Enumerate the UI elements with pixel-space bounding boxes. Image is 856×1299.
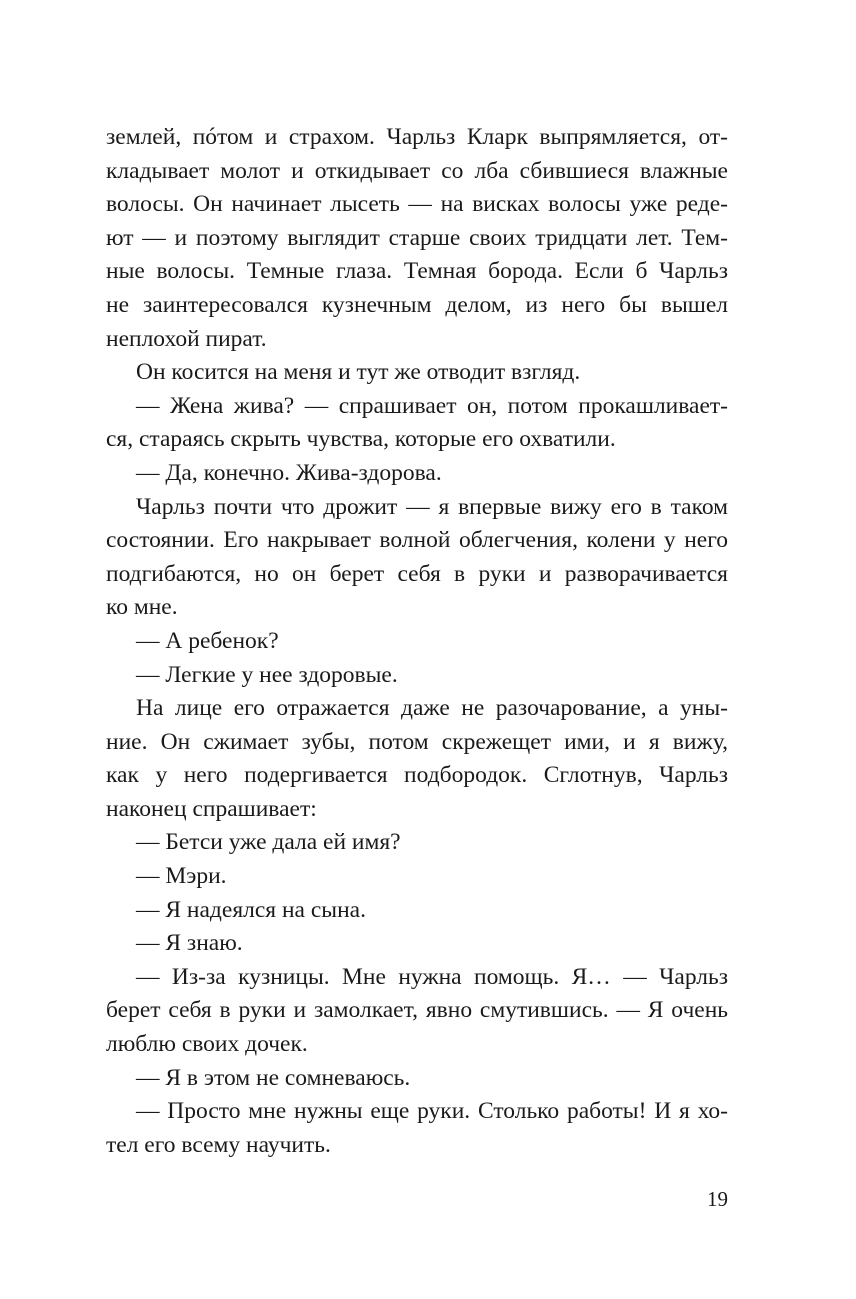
text-line: наконец спрашивает: xyxy=(106,795,317,822)
text-line: На лице его отражается даже не разочарование, а уны- xyxy=(136,695,728,722)
text-line: ся, стараясь скрыть чувства, которые его охватили. xyxy=(106,426,616,453)
text-line: неплохой пират. xyxy=(106,325,267,352)
text-line: ко мне. xyxy=(106,594,178,621)
text-line: Чарльз почти что дрожит — я впервые вижу его в таком xyxy=(136,493,728,520)
text-line: Он косится на меня и тут же отводит взгляд. xyxy=(136,359,581,386)
text-line: волосы. Он начинает лысеть — на висках волосы уже реде- xyxy=(106,191,728,218)
text-line: землей, пóтом и страхом. Чарльз Кларк выпрямляется, от- xyxy=(106,124,728,150)
page-text xyxy=(106,121,728,1162)
page-number: 19 xyxy=(707,1187,728,1211)
text-line: не заинтересовался кузнечным делом, из него бы вышел xyxy=(106,291,728,318)
text-line: — Да, конечно. Жива-здорова. xyxy=(136,459,442,486)
text-line: подгибаются, но он берет себя в руки и разворачивается xyxy=(106,560,728,587)
text-line: берет себя в руки и замолкает, явно смутившись. — Я очень xyxy=(106,997,728,1024)
text-line: состоянии. Его накрывает волной облегчения, колени у него xyxy=(106,527,728,554)
text-line: — Просто мне нужны еще руки. Столько работы! И я хо- xyxy=(136,1098,728,1125)
text-line: ют — и поэтому выглядит старше своих тридцати лет. Тем- xyxy=(106,224,728,251)
text-line: — Я надеялся на сына. xyxy=(136,896,366,923)
text-line: — Бетси уже дала ей имя? xyxy=(136,829,401,856)
text-line: кладывает молот и откидывает со лба сбившиеся влажные xyxy=(106,157,728,184)
text-line: — Я знаю. xyxy=(136,930,243,957)
text-line: тел его всему научить. xyxy=(106,1131,331,1158)
text-line: — Я в этом не сомневаюсь. xyxy=(136,1064,411,1091)
text-line: ние. Он сжимает зубы, потом скрежещет ими, и я вижу, xyxy=(106,728,728,755)
text-line: — Из-за кузницы. Мне нужна помощь. Я… — Чарльз xyxy=(136,963,728,990)
text-line: как у него подергивается подбородок. Сглотнув, Чарльз xyxy=(106,762,728,789)
text-line: — А ребенок? xyxy=(136,627,279,654)
text-line: — Мэри. xyxy=(136,863,227,890)
text-line: — Жена жива? — спрашивает он, потом прокашливает- xyxy=(136,392,728,419)
text-line: люблю своих дочек. xyxy=(106,1031,308,1058)
text-line: ные волосы. Темные глаза. Темная борода. Если б Чарльз xyxy=(106,258,728,285)
text-line: — Легкие у нее здоровые. xyxy=(136,661,398,688)
